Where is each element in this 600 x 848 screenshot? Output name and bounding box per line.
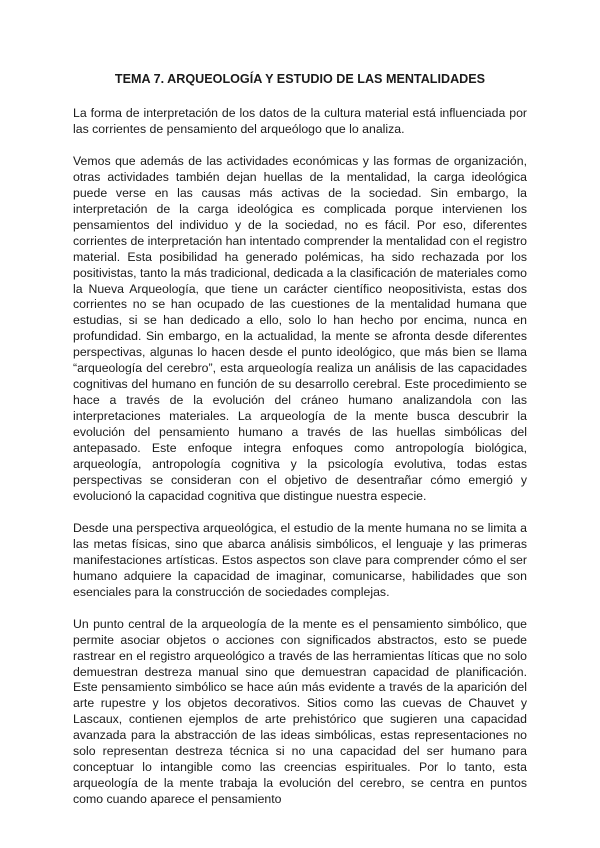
paragraph-intro: La forma de interpretación de los datos de la cultura material está influenciada por las corrientes de pensamiento del arqueólogo que lo analiza. bbox=[73, 106, 527, 136]
page-title: TEMA 7. ARQUEOLOGÍA Y ESTUDIO DE LAS MENTALIDADES bbox=[114, 72, 486, 86]
paragraph-perspective: Desde una perspectiva arqueológica, el estudio de la mente humana no se limita a las metas físicas, sino que abarca análisis simbólicos, el lenguaje y las primeras manifestaciones artísticas. Estos aspectos son clave para comprender cómo el ser humano adquiere la capacidad de imaginar, comunicarse, habilidades que son esenciales para la construcción de sociedades complejas. bbox=[73, 520, 527, 599]
paragraph-mentality: Vemos que además de las actividades económicas y las formas de organización, otras actividades también dejan huellas de la mentalidad, la carga ideológica puede verse en las causas más activas de la sociedad. Sin embargo, la interpretación de la carga ideológica es complicada porque intervienen los pensamientos del individuo y de la sociedad, no es fácil. Por eso, diferentes corrientes de interpretación han intentado comprender la mentalidad con el registro material. Esta posibilidad ha generado polémicas, ha sido rechazada por los positivistas, tanto la más tradicional, dedicada a la clasificación de materiales como la Nueva Arqueología, que tiene un carácter científico neopositivista, estas dos corrientes no se han ocupado de las cuestiones de la mentalidad humana que estudias, si se han dedicado a ello, solo lo han hecho por encima, nunca en profundidad. Sin embargo, en la actualidad, la mente se afronta desde diferentes perspectivas, algunas lo hacen desde el punto ideológico, que más bien se llama “arqueología del cerebro”, esta arqueología realiza un análisis de las capacidades cognitivas del humano en función de su desarrollo cerebral. Este procedimiento se hace a través de la evolución del cráneo humano analizandola con las interpretaciones materiales. La arqueología de la mente busca descubrir la evolución del pensamiento humano a través de las huellas simbólicas del antepasado. Este enfoque integra enfoques como antropología biológica, arqueología, antropología cognitiva y la psicología evolutiva, todas estas perspectivas se consideran con el objetivo de desentrañar cómo emergió y evolucionó la capacidad cognitiva que distingue nuestra especie. bbox=[73, 153, 527, 503]
paragraph-symbolic-thought: Un punto central de la arqueología de la mente es el pensamiento simbólico, que permite asociar objetos o acciones con significados abstractos, esto se puede rastrear en el registro arqueológico a través de las herramientas líticas que no solo demuestran destreza manual sino que demuestran capacidad de planificación. Este pensamiento simbólico se hace aún más evidente a través de la aparición del arte rupestre y los objetos decorativos. Sitios como las cuevas de Chauvet y Lascaux, contienen ejemplos de arte prehistórico que sugieren una capacidad avanzada para la abstracción de las ideas simbólicas, estas representaciones no solo representan destreza técnica si no una capacidad del ser humano para conceptuar lo intangible como las creencias espirituales. Por lo tanto, esta arqueología de la mente trabaja la evolución del cerebro, se centra en puntos como cuando aparece el pensamiento bbox=[73, 616, 527, 807]
